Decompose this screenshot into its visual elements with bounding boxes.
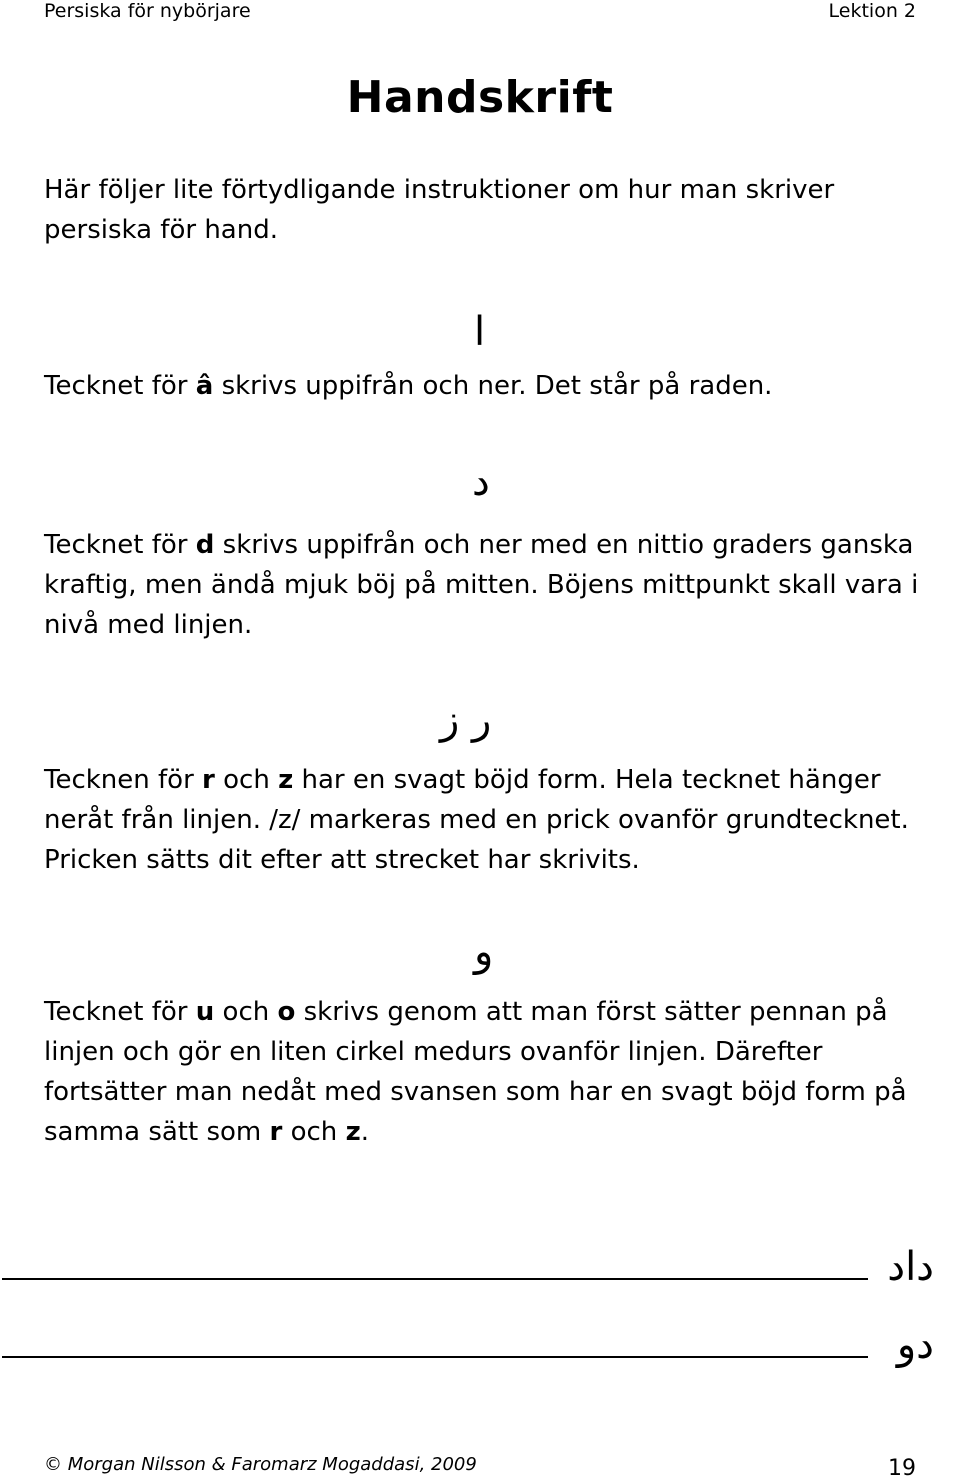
section-alef-text: Tecknet för â skrivs uppifrån och ner. Det står på raden. xyxy=(44,371,773,401)
lesson-label: Lektion 2 xyxy=(828,0,916,22)
copyright-footer: © Morgan Nilsson & Faromarz Mogaddasi, 2009 xyxy=(44,1454,477,1475)
page-number: 19 xyxy=(888,1456,916,1481)
page-header xyxy=(0,0,960,24)
glyph-vav: و xyxy=(474,929,494,975)
glyph-alef: ا xyxy=(474,309,486,355)
intro-paragraph: Här följer lite förtydligande instruktioner om hur man skriver persiska för hand. xyxy=(44,175,835,245)
page-title: Handskrift xyxy=(346,72,614,123)
practice-word-do: دو xyxy=(896,1322,934,1368)
section-dal-text: Tecknet för d skrivs uppifrån och ner med en nittio graders ganska kraftig, men ändå mjuk böj på mitten. Böjens mittpunkt skall vara i nivå med linjen. xyxy=(44,530,919,640)
glyph-re-ze: ر ز xyxy=(440,697,492,743)
section-re-ze-text: Tecknen för r och z har en svagt böjd form. Hela tecknet hänger neråt från linjen. /z/ markeras med en prick ovanför grundtecknet. Pricken sätts dit efter att strecket har skrivits. xyxy=(44,765,909,875)
writing-line-2[interactable] xyxy=(2,1356,868,1358)
glyph-dal: د xyxy=(472,459,490,505)
book-title: Persiska för nybörjare xyxy=(44,0,251,22)
writing-line-1[interactable] xyxy=(2,1278,868,1280)
practice-word-dad: داد xyxy=(887,1244,934,1290)
section-vav-text: Tecknet för u och o skrivs genom att man först sätter pennan på linjen och gör en liten cirkel medurs ovanför linjen. Därefter fortsätter man nedåt med svansen som har en svagt böjd form på samma sätt som r och z. xyxy=(44,997,907,1147)
